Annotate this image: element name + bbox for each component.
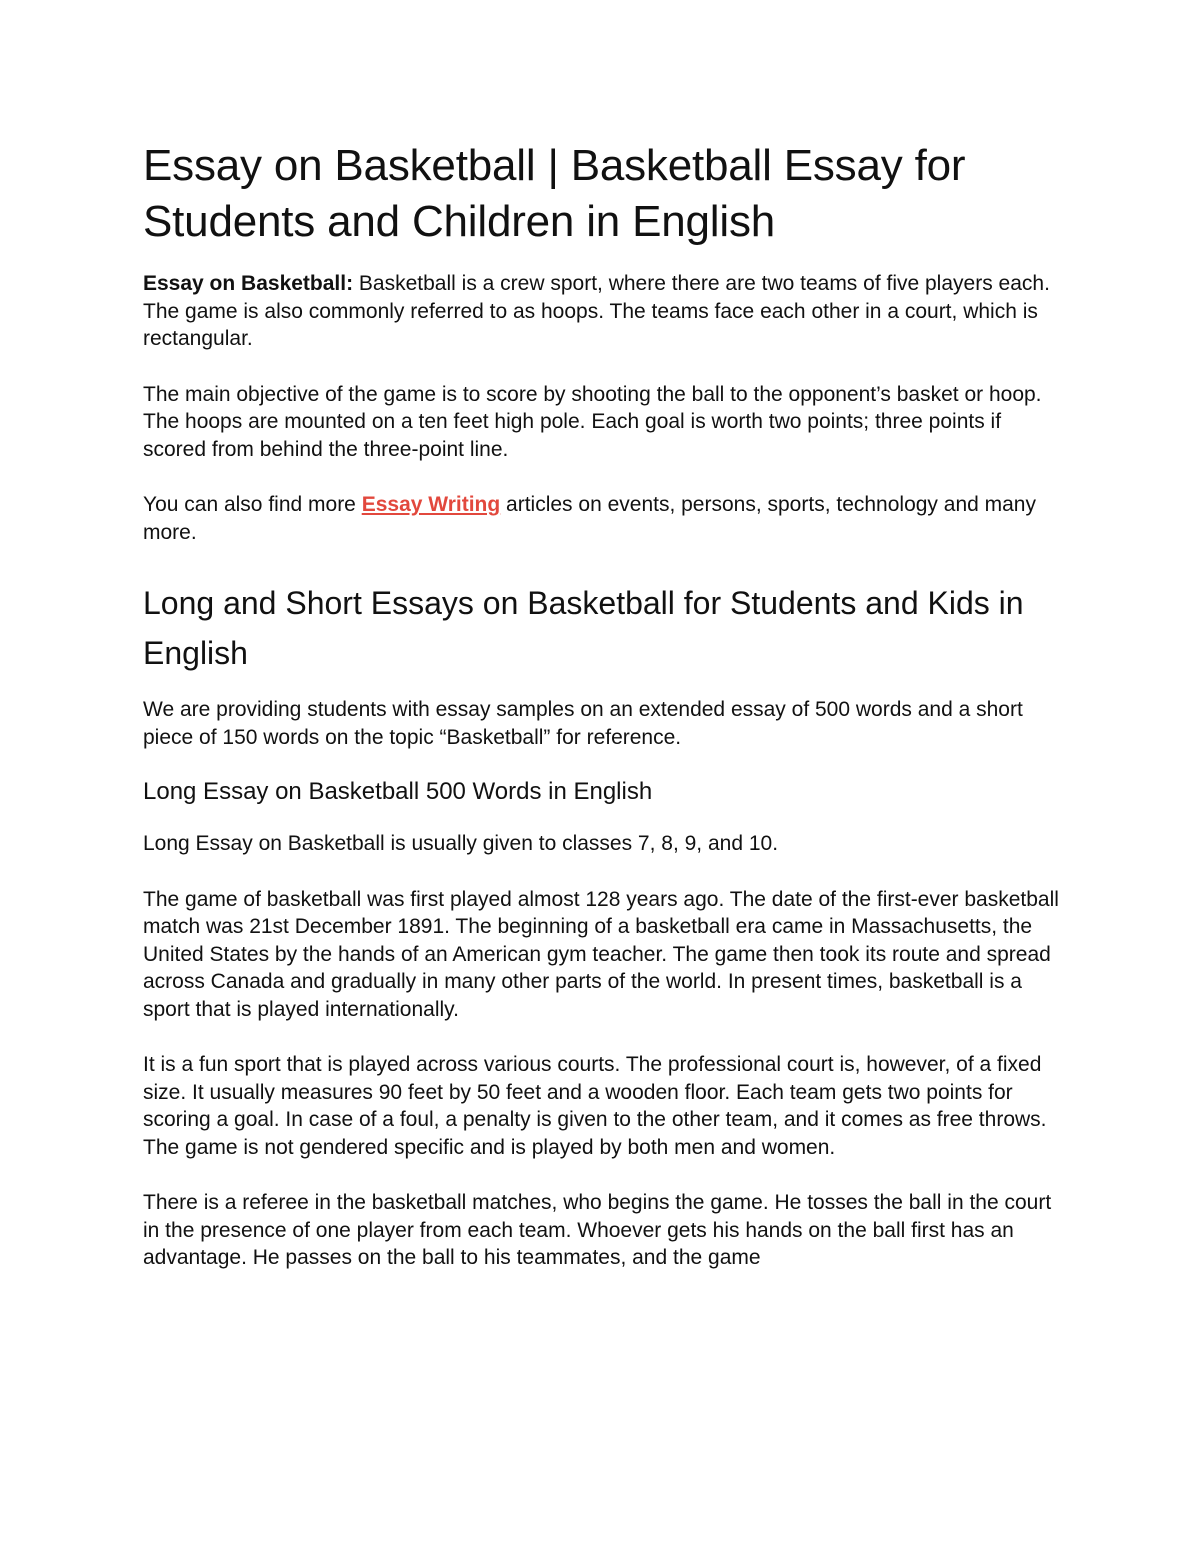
page-title: Essay on Basketball | Basketball Essay for Students and Children in English	[143, 141, 966, 246]
long-essay-paragraph-referee: There is a referee in the basketball matches, who begins the game. He tosses the ball in the court in the presence of one player from each team. Whoever gets his hands on the ball first has an advantage. He passes on the ball to his teammates, and the game	[143, 1191, 1052, 1269]
intro-text: Basketball is a crew sport, where there are two teams of five players each. The game is also commonly referred to as hoops. The teams face each other in a court, which is rectangular.	[143, 272, 1050, 350]
intro-paragraph	[143, 270, 1068, 353]
long-essay-paragraph-court: It is a fun sport that is played across various courts. The professional court is, however, of a fixed size. It usually measures 90 feet by 50 feet and a wooden floor. Each team gets two points for scoring a goal. In case of a foul, a penalty is given to the other team, and it comes as free throws. The game is not gendered specific and is played by both men and women.	[143, 1053, 1047, 1159]
long-essay-paragraph-history: The game of basketball was first played almost 128 years ago. The date of the first-ever basketball match was 21st December 1891. The beginning of a basketball era came in Massachusetts, the United States by the hands of an American gym teacher. The game then took its route and spread across Canada and gradually in many other parts of the world. In present times, basketball is a sport that is played internationally.	[143, 887, 1059, 1021]
more-after-text: articles on events, persons, sports, technology and many more.	[143, 493, 1036, 544]
document-page	[143, 138, 1068, 1272]
objective-paragraph: The main objective of the game is to score by shooting the ball to the opponent’s basket or hoop. The hoops are mounted on a ten feet high pole. Each goal is worth two points; three points if scored from behind the three-point line.	[143, 382, 1042, 461]
long-essay-paragraph-classes: Long Essay on Basketball is usually given to classes 7, 8, 9, and 10.	[143, 832, 779, 855]
intro-lead: Essay on Basketball:	[143, 272, 354, 295]
long-essay-heading: Long Essay on Basketball 500 Words in English	[143, 778, 653, 805]
section-intro-paragraph: We are providing students with essay samples on an extended essay of 500 words and a short piece of 150 words on the topic “Basketball” for reference.	[143, 698, 1023, 749]
more-articles-paragraph	[143, 491, 1068, 546]
section-heading: Long and Short Essays on Basketball for Students and Kids in English	[143, 585, 1024, 671]
more-before-text: You can also find more	[143, 493, 362, 516]
essay-writing-link[interactable]: Essay Writing	[361, 493, 501, 516]
